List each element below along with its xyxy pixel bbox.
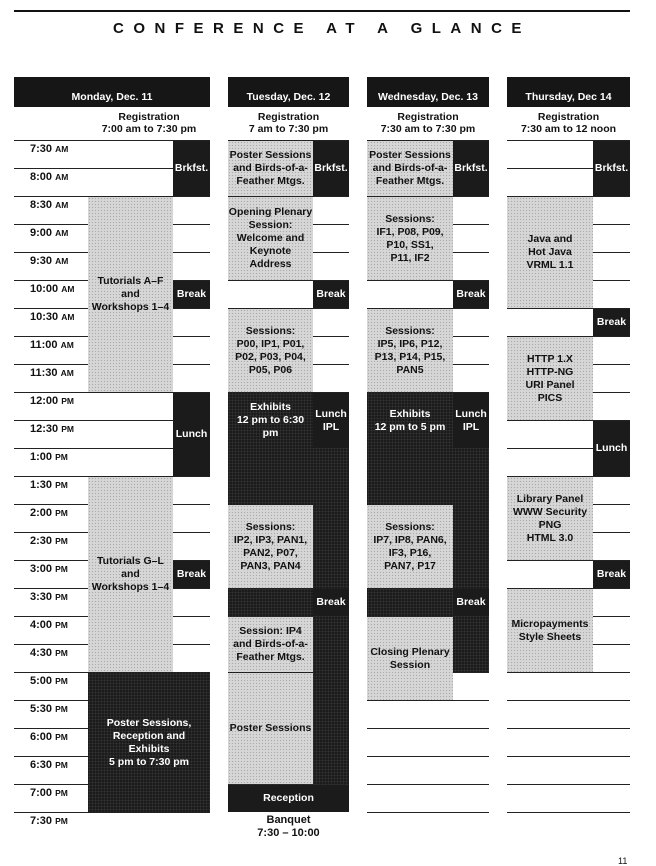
thu-lunch: Lunch xyxy=(593,421,630,476)
wed-sessions-am2: Sessions: IP5, IP6, P12, P13, P14, P15, PAN5 xyxy=(367,309,453,392)
wed-brkfst: Brkfst. xyxy=(453,141,489,196)
thu-library: Library Panel WWW Security PNG HTML 3.0 xyxy=(507,477,593,560)
registration-label: Registration xyxy=(397,111,459,123)
registration-time: 7:30 am to 7:30 pm xyxy=(380,123,476,135)
registration-label: Registration xyxy=(118,111,180,123)
time-label: 2:30 PM xyxy=(30,535,68,547)
day-header-tuesday: Tuesday, Dec. 12 xyxy=(228,77,349,107)
day-header-monday: Monday, Dec. 11 xyxy=(14,77,210,107)
registration-wednesday xyxy=(367,111,489,135)
day-header-wednesday: Wednesday, Dec. 13 xyxy=(367,77,489,107)
wed-sessions-am1: Sessions: IF1, P08, P09, P10, SS1, P11, IF2 xyxy=(367,197,453,280)
grid-rule xyxy=(507,672,630,673)
time-label: 1:00 PM xyxy=(30,451,68,463)
tue-sessions-am: Sessions: P00, IP1, P01, P02, P03, P04, P05, P06 xyxy=(228,309,313,392)
grid-rule xyxy=(367,812,489,813)
wed-closing: Closing Plenary Session xyxy=(367,617,453,700)
time-label: 5:00 PM xyxy=(30,675,68,687)
time-label: 9:30 AM xyxy=(30,255,69,267)
registration-thursday xyxy=(507,111,630,135)
registration-label: Registration xyxy=(537,111,600,123)
thu-micropayments: Micropayments Style Sheets xyxy=(507,589,593,672)
registration-time: 7:00 am to 7:30 pm xyxy=(101,123,197,135)
day-header-thursday: Thursday, Dec 14 xyxy=(507,77,630,107)
wed-poster-am: Poster Sessions and Birds-of-a- Feather Mtgs. xyxy=(367,141,453,196)
time-label: 3:00 PM xyxy=(30,563,68,575)
grid-rule xyxy=(367,784,489,785)
mon-break-am: Break xyxy=(173,281,210,308)
thu-break-pm: Break xyxy=(593,561,630,588)
tue-opening: Opening Plenary Session: Welcome and Keynote Address xyxy=(228,197,313,280)
time-label: 5:30 PM xyxy=(30,703,68,715)
time-label: 8:00 AM xyxy=(30,171,69,183)
tue-break-pm: Break xyxy=(313,589,349,616)
time-label: 7:00 PM xyxy=(30,787,68,799)
time-label: 4:30 PM xyxy=(30,647,68,659)
mon-lunch: Lunch xyxy=(173,393,210,476)
grid-rule xyxy=(507,700,630,701)
tue-exhibits: Exhibits 12 pm to 6:30 pm xyxy=(228,393,313,448)
mon-tutorials-pm: Tutorials G–L and Workshops 1–4 xyxy=(88,477,173,672)
time-label: 3:30 PM xyxy=(30,591,68,603)
tue-break-am: Break xyxy=(313,281,349,308)
tue-poster-pm: Poster Sessions xyxy=(228,673,313,784)
tue-brkfst: Brkfst. xyxy=(313,141,349,196)
top-rule xyxy=(14,10,630,12)
thu-http: HTTP 1.X HTTP-NG URI Panel PICS xyxy=(507,337,593,420)
grid-rule xyxy=(507,756,630,757)
time-label: 4:00 PM xyxy=(30,619,68,631)
registration-tuesday xyxy=(228,111,349,135)
registration-label: Registration xyxy=(257,111,320,123)
time-label: 7:30 AM xyxy=(30,143,69,155)
time-label: 2:00 PM xyxy=(30,507,68,519)
page-number: 11 xyxy=(618,856,628,866)
page-title: CONFERENCE AT A GLANCE xyxy=(113,20,531,37)
time-label: 10:00 AM xyxy=(30,283,75,295)
wed-exhibits: Exhibits 12 pm to 5 pm xyxy=(367,393,453,448)
grid-rule xyxy=(507,728,630,729)
mon-poster: Poster Sessions, Reception and Exhibits 5 pm to 7:30 pm xyxy=(88,673,210,812)
grid-rule xyxy=(367,700,489,701)
time-label: 6:00 PM xyxy=(30,731,68,743)
grid-rule xyxy=(507,784,630,785)
grid-rule xyxy=(367,728,489,729)
tue-poster-am: Poster Sessions and Birds-of-a- Feather Mtgs. xyxy=(228,141,313,196)
mon-brkfst: Brkfst. xyxy=(173,141,210,196)
tue-banquet: Banquet 7:30 – 10:00 xyxy=(257,814,320,839)
wed-sessions-pm: Sessions: IP7, IP8, PAN6, IF3, P16, PAN7, P17 xyxy=(367,505,453,588)
registration-time: 7 am to 7:30 pm xyxy=(248,123,329,135)
time-label: 7:30 PM xyxy=(30,815,68,827)
time-label: 12:00 PM xyxy=(30,395,74,407)
wed-lunch: Lunch IPL xyxy=(453,393,489,448)
registration-time: 7:30 am to 12 noon xyxy=(520,123,617,135)
time-label: 11:00 AM xyxy=(30,339,74,351)
time-label: 9:00 AM xyxy=(30,227,69,239)
time-label: 8:30 AM xyxy=(30,199,69,211)
wed-break-am: Break xyxy=(453,281,489,308)
grid-rule xyxy=(507,812,630,813)
time-label: 6:30 PM xyxy=(30,759,68,771)
tue-reception: Reception xyxy=(228,785,349,812)
thu-brkfst: Brkfst. xyxy=(593,141,630,196)
thu-java: Java and Hot Java VRML 1.1 xyxy=(507,197,593,308)
time-label: 1:30 PM xyxy=(30,479,68,491)
mon-tutorials-am: Tutorials A–F and Workshops 1–4 xyxy=(88,197,173,392)
tue-sessions-pm: Sessions: IP2, IP3, PAN1, PAN2, P07, PAN3, PAN4 xyxy=(228,505,313,588)
wed-break-pm: Break xyxy=(453,589,489,616)
registration-monday xyxy=(88,111,210,135)
time-label: 10:30 AM xyxy=(30,311,75,323)
time-label: 12:30 PM xyxy=(30,423,74,435)
tue-lunch: Lunch IPL xyxy=(313,393,349,448)
mon-break-pm: Break xyxy=(173,561,210,588)
grid-rule xyxy=(14,812,210,813)
thu-break-am: Break xyxy=(593,309,630,336)
grid-rule xyxy=(367,756,489,757)
time-label: 11:30 AM xyxy=(30,367,74,379)
tue-session-ip4: Session: IP4 and Birds-of-a- Feather Mtgs. xyxy=(228,617,313,672)
